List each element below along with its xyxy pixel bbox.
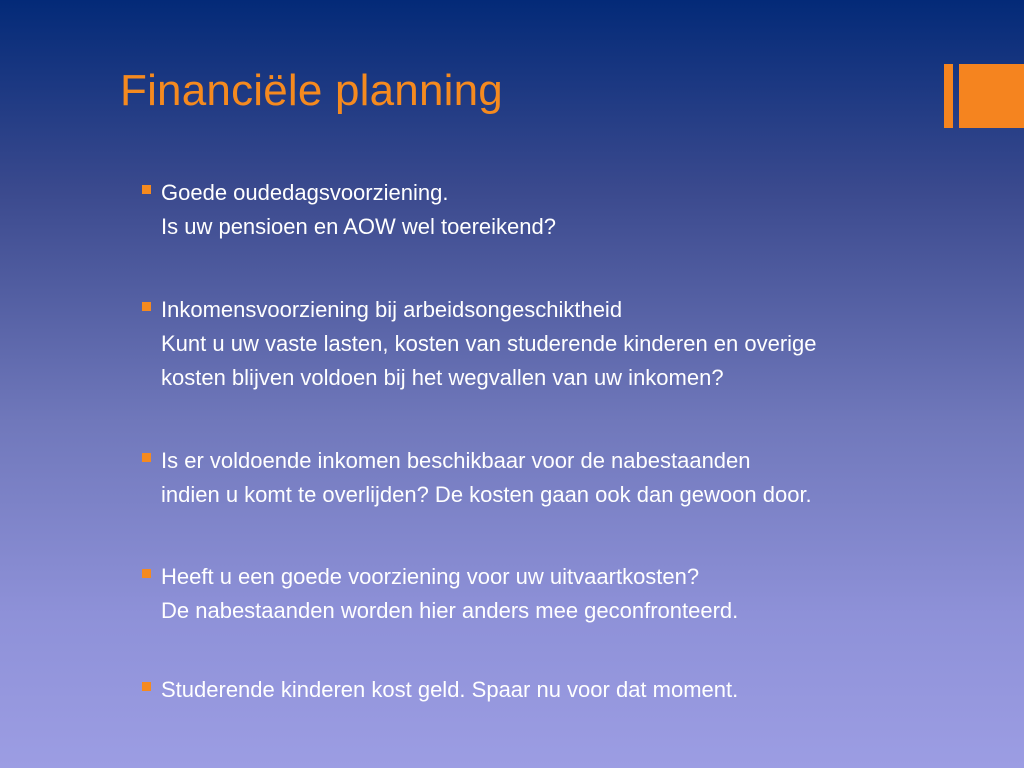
- bullet-square-icon: [142, 453, 151, 462]
- decorative-bar-thin: [944, 64, 953, 128]
- bullet-text: [161, 673, 981, 707]
- bullet-square-icon: [142, 682, 151, 691]
- decorative-bar-thick: [959, 64, 1024, 128]
- bullet-line: Inkomensvoorziening bij arbeidsongeschiktheid: [161, 297, 623, 322]
- bullet-line: indien u komt te overlijden? De kosten gaan ook dan gewoon door.: [161, 482, 812, 507]
- bullet-line: Studerende kinderen kost geld. Spaar nu voor dat moment.: [161, 677, 739, 702]
- bullet-square-icon: [142, 185, 151, 194]
- bullet-line: kosten blijven voldoen bij het wegvallen van uw inkomen?: [161, 365, 724, 390]
- bullet-line: Heeft u een goede voorziening voor uw uitvaartkosten?: [161, 564, 700, 589]
- bullet-text: [161, 293, 981, 395]
- bullet-line: Goede oudedagsvoorziening.: [161, 180, 449, 205]
- bullet-text: [161, 444, 981, 512]
- bullet-line: Kunt u uw vaste lasten, kosten van studerende kinderen en overige: [161, 331, 817, 356]
- bullet-square-icon: [142, 302, 151, 311]
- bullet-line: De nabestaanden worden hier anders mee geconfronteerd.: [161, 598, 739, 623]
- bullet-text: [161, 176, 981, 244]
- bullet-line: Is er voldoende inkomen beschikbaar voor de nabestaanden: [161, 448, 751, 473]
- slide-title: Financiële planning: [120, 66, 503, 115]
- bullet-line: Is uw pensioen en AOW wel toereikend?: [161, 214, 557, 239]
- bullet-text: [161, 560, 981, 628]
- bullet-square-icon: [142, 569, 151, 578]
